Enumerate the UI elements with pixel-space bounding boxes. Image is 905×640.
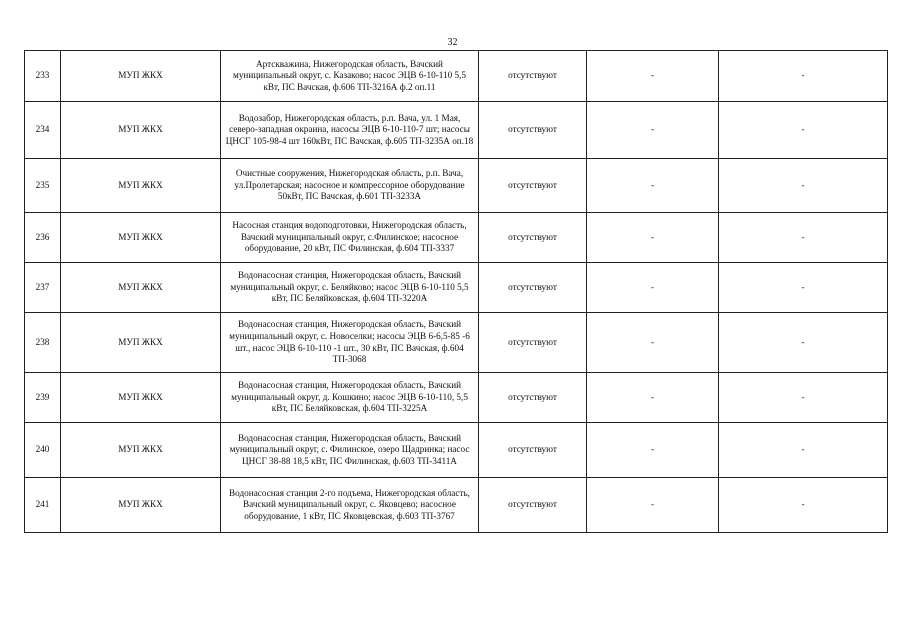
facility-description-cell: Водонасосная станция 2-го подъема, Нижегородская область, Вачский муниципальный округ, с. Яковцево; насосное оборудование, 1 кВт, ПС Яковцевская, ф.603 ТП-3767 [221, 478, 479, 533]
row-number: 233 [25, 51, 61, 102]
table-row [25, 263, 888, 313]
row-number: 241 [25, 478, 61, 533]
facility-description-cell: Артскважина, Нижегородская область, Вачский муниципальный округ, с. Казаково; насос ЭЦВ 6-10-110 5,5 кВт, ПС Вачская, ф.606 ТП-3216А ф.2 оп.11 [221, 51, 479, 102]
row-number: 236 [25, 213, 61, 263]
status-cell: отсутствуют [479, 478, 587, 533]
table-row [25, 423, 888, 478]
status-cell: отсутствуют [479, 263, 587, 313]
facility-description-cell: Водонасосная станция, Нижегородская область, Вачский муниципальный округ, с. Новоселки; насосы ЭЦВ 6-6,5-85 -6 шт., насос ЭЦВ 6-10-110 -1 шт., 30 кВт, ПС Вачская, ф.604 ТП-3068 [221, 313, 479, 373]
column-5-cell: - [587, 159, 719, 213]
facility-description-cell: Водонасосная станция, Нижегородская область, Вачский муниципальный округ, д. Кошкино; насос ЭЦВ 6-10-110, 5,5 кВт, ПС Беляйковская, ф.604 ТП-3225А [221, 373, 479, 423]
row-number: 237 [25, 263, 61, 313]
facility-description-cell: Очистные сооружения, Нижегородская область, р.п. Вача, ул.Пролетарская; насосное и компрессорное оборудование 50кВт, ПС Вачская, ф.601 ТП-3233А [221, 159, 479, 213]
table-row [25, 478, 888, 533]
organization-cell: МУП ЖКХ [61, 423, 221, 478]
table-row [25, 313, 888, 373]
table-row [25, 102, 888, 159]
column-5-cell: - [587, 423, 719, 478]
status-cell: отсутствуют [479, 102, 587, 159]
column-6-cell: - [719, 213, 888, 263]
column-6-cell: - [719, 159, 888, 213]
page-number: 32 [447, 37, 458, 48]
organization-cell: МУП ЖКХ [61, 102, 221, 159]
column-5-cell: - [587, 313, 719, 373]
status-cell: отсутствуют [479, 51, 587, 102]
row-number: 240 [25, 423, 61, 478]
column-6-cell: - [719, 423, 888, 478]
row-number: 234 [25, 102, 61, 159]
table-row [25, 159, 888, 213]
column-5-cell: - [587, 373, 719, 423]
column-5-cell: - [587, 51, 719, 102]
organization-cell: МУП ЖКХ [61, 263, 221, 313]
organization-cell: МУП ЖКХ [61, 313, 221, 373]
facility-description-cell: Водонасосная станция, Нижегородская область, Вачский муниципальный округ, с. Беляйково; насос ЭЦВ 6-10-110 5,5 кВт, ПС Беляйковская, ф.604 ТП-3220А [221, 263, 479, 313]
column-6-cell: - [719, 263, 888, 313]
row-number: 239 [25, 373, 61, 423]
organization-cell: МУП ЖКХ [61, 213, 221, 263]
facilities-table [24, 50, 888, 533]
facility-description-cell: Водонасосная станция, Нижегородская область, Вачский муниципальный округ, с. Филинское, озеро Щадринка; насос ЦНСГ 38-88 18,5 кВт, ПС Филинская, ф.603 ТП-3411А [221, 423, 479, 478]
column-6-cell: - [719, 313, 888, 373]
row-number: 238 [25, 313, 61, 373]
organization-cell: МУП ЖКХ [61, 478, 221, 533]
facility-description-cell: Насосная станция водоподготовки, Нижегородская область, Вачский муниципальный округ, с.Филинское; насосное оборудование, 20 кВт, ПС Филинская, ф.604 ТП-3337 [221, 213, 479, 263]
organization-cell: МУП ЖКХ [61, 373, 221, 423]
column-5-cell: - [587, 102, 719, 159]
column-5-cell: - [587, 263, 719, 313]
status-cell: отсутствуют [479, 159, 587, 213]
status-cell: отсутствуют [479, 373, 587, 423]
column-6-cell: - [719, 373, 888, 423]
organization-cell: МУП ЖКХ [61, 159, 221, 213]
column-6-cell: - [719, 51, 888, 102]
status-cell: отсутствуют [479, 313, 587, 373]
table-row [25, 51, 888, 102]
facility-description-cell: Водозабор, Нижегородская область, р.п. Вача, ул. 1 Мая, северо-западная окраина, насосы ЭЦВ 6-10-110-7 шт; насосы ЦНСГ 105-98-4 шт 160кВт, ПС Вачская, ф.605 ТП-3235А оп.18 [221, 102, 479, 159]
table-row [25, 213, 888, 263]
column-5-cell: - [587, 213, 719, 263]
column-5-cell: - [587, 478, 719, 533]
table-row [25, 373, 888, 423]
row-number: 235 [25, 159, 61, 213]
status-cell: отсутствуют [479, 423, 587, 478]
column-6-cell: - [719, 102, 888, 159]
status-cell: отсутствуют [479, 213, 587, 263]
organization-cell: МУП ЖКХ [61, 51, 221, 102]
column-6-cell: - [719, 478, 888, 533]
